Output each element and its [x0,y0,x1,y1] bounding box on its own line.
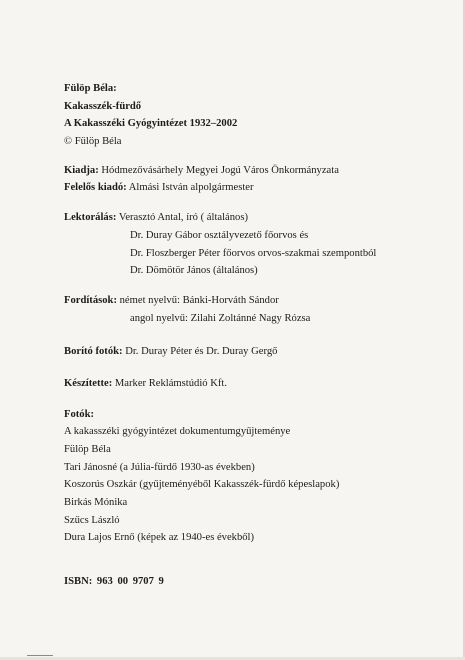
cover-value: Dr. Duray Péter és Dr. Duray Gergő [125,346,278,357]
proofreading-label: Lektorálás: [64,212,117,223]
cover-line [64,345,277,358]
book-title: Kakasszék-fürdő [64,101,142,112]
proofreading-line-1 [64,211,248,224]
copyright-line: © Fülöp Béla [64,136,122,147]
photos-line-7: Dura Lajos Ernő (képek az 1940-es évekből) [64,532,255,543]
isbn-line: ISBN: 963 00 9707 9 [64,576,164,587]
translations-line-1 [64,294,279,307]
author-name: Fülöp Béla: [64,83,117,94]
proofreading-line-4: Dr. Dömötör János (általános) [130,265,258,276]
publisher-line [64,164,339,177]
translations-line-2: angol nyelvű: Zilahi Zoltánné Nagy Rózsa [130,313,311,324]
scan-mark [27,655,53,656]
proofreading-line-3: Dr. Floszberger Péter főorvos orvos-szakmai szempontból [130,248,377,259]
proofreading-value-1: Verasztó Antal, író ( általános) [118,212,248,223]
photos-label: Fotók: [64,409,95,420]
made-by-label: Készítette: [64,378,113,389]
made-by-line [64,377,227,390]
photos-line-4: Koszorús Oszkár (gyűjteményéből Kakasszék-fürdő képeslapok) [64,479,340,490]
proofreading-line-2: Dr. Duray Gábor osztályvezető főorvos és [130,230,309,241]
responsible-line [64,181,254,194]
photos-line-5: Birkás Mónika [64,497,128,508]
cover-label: Borító fotók: [64,346,123,357]
made-by-value: Marker Reklámstúdió Kft. [114,378,227,389]
photos-line-3: Tari Jánosné (a Júlia-fürdő 1930-as években) [64,462,255,473]
book-subtitle: A Kakasszéki Gyógyintézet 1932–2002 [64,118,238,129]
translations-label: Fordítások: [64,295,117,306]
publisher-label: Kiadja: [64,165,99,176]
responsible-label: Felelős kiadó: [64,182,127,193]
translations-value-1: német nyelvű: Bánki-Horváth Sándor [119,295,279,306]
photos-line-1: A kakasszéki gyógyintézet dokumentumgyűjteménye [64,426,291,437]
photos-line-2: Fülöp Béla [64,444,111,455]
publisher-value: Hódmezővásárhely Megyei Jogú Város Önkormányzata [101,165,339,176]
responsible-value: Almási István alpolgármester [128,182,254,193]
photos-line-6: Szűcs László [64,515,120,526]
